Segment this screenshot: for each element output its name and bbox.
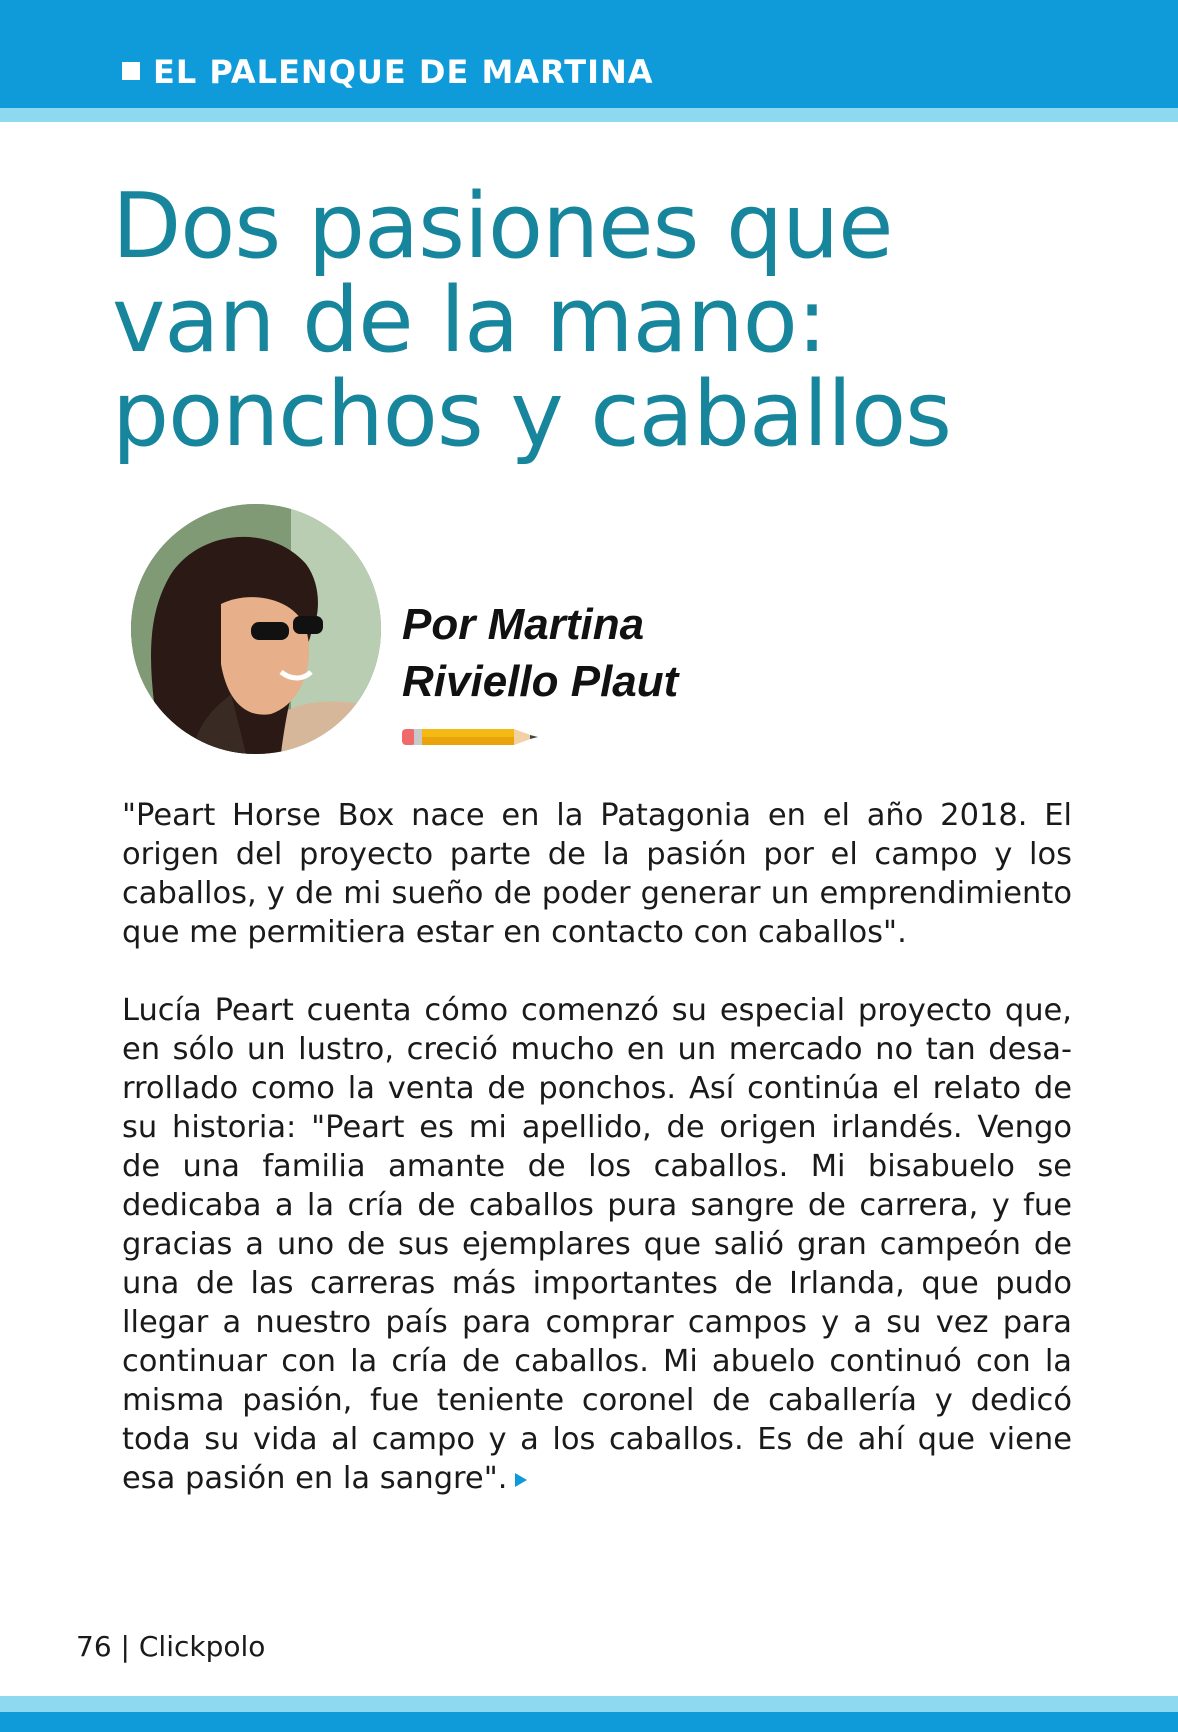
section-label: EL PALENQUE DE MARTINA (153, 53, 654, 91)
article-body (122, 796, 1072, 1498)
article-paragraph: "Peart Horse Box nace en la Patagonia en el año 2018. El origen del proyecto parte de la pasión por el campo y los caballos, y de mi sueño de poder generar un emprendimiento que me permitiera estar en contacto con caballos". (122, 798, 1072, 950)
section-square-icon (122, 62, 140, 80)
article-title (112, 174, 1132, 467)
byline-line: Riviello Plaut (402, 657, 679, 706)
paragraph-text: Lucía Peart cuenta cómo comenzó su especial proyecto que, en sólo un lustro, creció mucho en un mercado no tan desarrollado como la venta de ponchos. Así continúa el relato de su historia: "Peart es mi apellido, de origen irlandés. Vengo de una familia amante de los caballos. Mi bisabuelo se dedicaba a la cría de caballos pura sangre de carrera, y fue gracias a uno de sus ejemplares que salió gran campeón de una de las carreras más importantes de Irlanda, que pudo llegar a nuestro país para comprar campos y a su vez para continuar con la cría de caballos. Mi abuelo continuó con la misma pasión, fue teniente coronel de caballería y dedicó toda su vida al campo y a los caballos. Es de ahí que viene esa pasión en la sangre". (122, 993, 1072, 1496)
article-paragraph (122, 991, 1072, 1498)
article-title-line: ponchos y caballos (112, 362, 952, 467)
article-title-line: van de la mano: (112, 268, 827, 373)
page-footer: 76 | Clickpolo (76, 1630, 266, 1663)
continue-arrow-icon (513, 1471, 529, 1489)
author-photo (131, 504, 381, 754)
article-title-line: Dos pasiones que (112, 174, 893, 279)
author-byline (402, 596, 678, 710)
footer-bar (0, 1712, 1178, 1732)
footer-stripe (0, 1696, 1178, 1712)
header-stripe (0, 108, 1178, 122)
pencil-icon (402, 725, 542, 749)
byline-line: Por Martina (402, 600, 645, 649)
author-avatar (131, 504, 381, 754)
